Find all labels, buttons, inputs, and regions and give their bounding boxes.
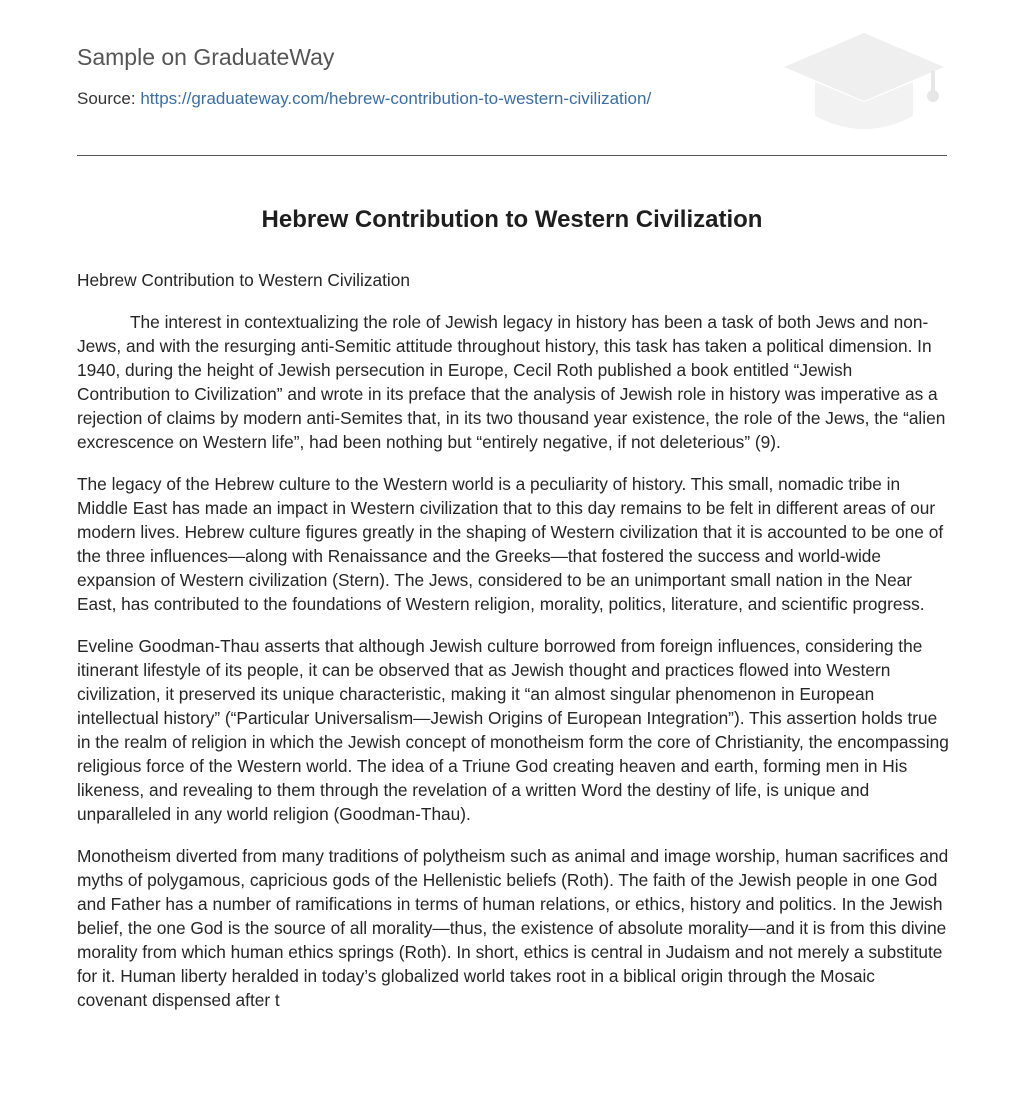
page-title: Hebrew Contribution to Western Civilization	[261, 206, 763, 233]
source-line	[77, 89, 651, 109]
paragraph-4: Monotheism diverted from many traditions of polytheism such as animal and image worship, human sacrifices and myths of polygamous, capricious gods of the Hellenistic beliefs (Roth). The faith of the Jewish people in one God and Father has a number of ramifications in terms of human relations, or ethics, history and politics. In the Jewish belief, the one God is the source of all morality—thus, the existence of absolute morality—and it is from this divine morality from which human ethics springs (Roth). In short, ethics is central in Judaism and not merely a substitute for it. Human liberty heralded in today’s globalized world takes root in a biblical origin through the Mosaic covenant dispensed after t	[77, 846, 949, 1010]
source-label: Source:	[77, 89, 136, 108]
article-subtitle: Hebrew Contribution to Western Civilization	[77, 270, 410, 290]
site-name: Sample on GraduateWay	[77, 44, 335, 70]
graduation-cap-icon	[781, 30, 947, 134]
source-link[interactable]: https://graduateway.com/hebrew-contribution-to-western-civilization/	[140, 89, 652, 108]
paragraph-3: Eveline Goodman-Thau asserts that although Jewish culture borrowed from foreign influences, considering the itinerant lifestyle of its people, it can be observed that as Jewish thought and practices flowed into Western civilization, it preserved its unique characteristic, making it “an almost singular phenomenon in European intellectual history” (“Particular Universalism—Jewish Origins of European Integration”). This assertion holds true in the realm of religion in which the Jewish concept of monotheism form the core of Christianity, the encompassing religious force of the Western world. The idea of a Triune God creating heaven and earth, forming men in His likeness, and revealing to them through the revelation of a written Word the destiny of life, is unique and unparalleled in any world religion (Goodman-Thau).	[77, 636, 949, 824]
paragraph-2: The legacy of the Hebrew culture to the Western world is a peculiarity of history. This small, nomadic tribe in Middle East has made an impact in Western civilization that to this day remains to be felt in different areas of our modern lives. Hebrew culture figures greatly in the shaping of Western civilization that it is accounted to be one of the three influences—along with Renaissance and the Greeks—that fostered the success and world-wide expansion of Western civilization (Stern). The Jews, considered to be an unimportant small nation in the Near East, has contributed to the foundations of Western religion, morality, politics, literature, and scientific progress.	[77, 474, 944, 614]
header-divider	[77, 155, 947, 156]
paragraph-1: The interest in contextualizing the role of Jewish legacy in history has been a task of both Jews and non-Jews, and with the resurging anti-Semitic attitude throughout history, this task has taken a political dimension. In 1940, during the height of Jewish persecution in Europe, Cecil Roth published a book entitled “Jewish Contribution to Civilization” and wrote in its preface that the analysis of Jewish role in history was imperative as a rejection of claims by modern anti-Semites that, in its two thousand year existence, the role of the Jews, the “alien excrescence on Western life”, had been nothing but “entirely negative, if not deleterious” (9).	[77, 312, 946, 452]
page-header	[77, 0, 947, 156]
article-body	[77, 268, 949, 1030]
